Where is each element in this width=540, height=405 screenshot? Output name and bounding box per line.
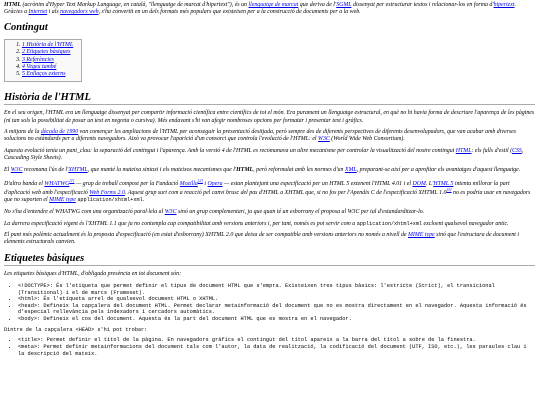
link-internet[interactable]: Internet <box>28 9 48 16</box>
link-w3c[interactable]: W3C <box>318 136 330 143</box>
history-paragraph-2: A mitjans de la dècada de 1990 van començar les ampliacions de l'HTML per aconseguir la presentació desitjada, però sempre des de diferents perspectives de diferents desenvolupadors, que van acabar amb diverses solucions no estàndards per a diferents navegadors. Això va provocar l'aparició d'un consorci que controla l'evolució de l'HTML: el W3C (World Wide Web Consortium). <box>4 129 517 143</box>
toc-item <box>22 71 73 78</box>
list-item: • <html>: És l'etiqueta arrel de qualsevol document HTML o XHTML. <box>18 296 535 303</box>
link-w3c-2[interactable]: W3C <box>10 167 23 174</box>
toc-item <box>22 42 73 49</box>
table-of-contents <box>4 39 82 82</box>
link-mime-type-2[interactable]: MIME type <box>408 232 435 239</box>
link-w3c-3[interactable]: W3C <box>164 208 177 215</box>
reference-1[interactable]: [1] <box>69 177 75 183</box>
link-xhtml[interactable]: XHTML <box>68 167 88 174</box>
link-xml[interactable]: XML <box>344 167 357 174</box>
link-1990s[interactable]: dècada de 1990 <box>40 129 79 136</box>
toc-item <box>22 64 73 71</box>
toc-title: Contingut <box>4 22 48 34</box>
toc-link-basic-tags[interactable]: 2 Etiquetes bàsiques <box>22 49 71 56</box>
link-css[interactable]: CSS <box>512 148 522 155</box>
list-item: • <body>: Defineix el cos del document. Aquesta és la part del document HTML que es mostra en el navegador. <box>18 316 535 323</box>
history-paragraph-3: Aquesta evolució tenia un punt_clau: la separació del contingut i l'aparença. Amb la versió 4 de l'HTML es recomanava un altre mecanisme per controlar la visualització del nostre contingut HTML: els fulls d'estil (CSS, Cascading Style Sheets). <box>4 148 524 162</box>
link-web-browsers[interactable]: navegadors web <box>60 9 99 16</box>
list-item: • <meta>: Permet definir metainformacions del document tals com l'autor, la data de realització, la codificació del document (UTF, ISO, etc.), les paraules clau i la descripció del mateix. <box>18 344 535 357</box>
link-hypertext[interactable]: hipertext <box>493 2 515 8</box>
basic-tags-list <box>4 283 535 323</box>
link-sgml[interactable]: SGML <box>336 2 352 8</box>
toc-item <box>22 57 73 64</box>
history-heading: Història de l'HTML <box>4 92 535 106</box>
link-dom[interactable]: DOM <box>412 180 426 187</box>
link-opera[interactable]: Opera <box>207 180 223 187</box>
link-html5[interactable]: HTML 5 <box>433 180 454 187</box>
history-paragraph-1: En el seu origen, l'HTML era un llenguatge dissenyat per compartir informació científica entre científics de tot el món. Era purament un llenguatge estructural, en què no hi havia forma de descriure l'aparença de les pàgines (ni tan sols la possibilitat de posar un text en negreta o cursiva). Més endavant s'hi van afegir nombroses opcions per formatar i presentar text i gràfics. <box>4 110 535 124</box>
toc-link-history[interactable]: 1 Història de l'HTML <box>22 41 74 48</box>
reference-2[interactable]: [2] <box>197 177 203 183</box>
history-paragraph-4: El W3C recomana l'ús de l'XHTML, que manté la mateixa sintaxi i els mateixos mecanismes que l'HTML, però reformulat amb les normes d'un XML, preparant-se així per a aprofitar els avantatges d'aquest llenguatge. <box>4 167 521 174</box>
history-paragraph-8: El punt més polèmic actualment és la proposta d'especificació (en estat d'esborrany) XHTML 2.0 que deixa de ser compatible amb versions anteriors no només a nivell de MIME type sinó que l'estructura de document i elements estructurals canvien. <box>4 232 520 246</box>
list-item: • <!DOCTYPE>: És l'etiqueta que permet definir el tipus de document HTML que s'empra. Existeixen tres tipus bàsics: l'estricte (Strict), el transicional (Transitional) i el de marcs (Frameset). <box>18 283 535 296</box>
intro-term: HTML <box>4 2 22 8</box>
head-tags-intro: Dintre de la capçalera <HEAD> s'hi pot trobar: <box>4 326 148 333</box>
code-mime-type: application/xhtml+xml <box>77 197 143 204</box>
head-tags-list <box>4 337 535 357</box>
list-item: • <head>: Defineix la capçalera del document HTML. Permet declarar metainformació del document que no es mostra directament en el navegador. Aquesta informació és d'especial rellevància pels indexadors i cercadors automàtics. <box>18 303 535 316</box>
history-paragraph-5: D'altra banda el WHATWG[1] — grup de treball compost per la Fundació Mozilla[2] i Opera — estan plantejant una especificació per un HTML 5 extenent l'HTML 4.01 i el DOM. L'HTML 5 intenta millorar la part d'aplicació web amb l'especificació Web Forms 2.0. Aquest grup surt com a reacció pel canvi brusc del pas d'HTML a XHTML que, si no fos per l'Apendix C de l'especificació XHTML 1.0[3] no es podria usar en navegadors que no suporten el MIME type application/xhtml+xml. <box>4 177 531 204</box>
toc-link-references[interactable]: 3 Referències <box>22 56 54 63</box>
basic-tags-intro: Les etiquetes bàsiques d'HTML, d'obligada presència en tot document són: <box>4 271 182 278</box>
link-web-forms[interactable]: Web Forms 2.0 <box>89 189 125 196</box>
link-markup-language[interactable]: llenguatge de marcat <box>248 2 299 8</box>
list-item: • <title>: Permet definir el títol de la pàgina. En navegadors gràfics el contingut del títol apareix a la barra del títol a sobre de la finestra. <box>18 337 535 344</box>
toc-list <box>8 42 73 79</box>
link-mime-type[interactable]: MIME type <box>49 197 76 204</box>
link-mozilla[interactable]: Mozilla <box>179 180 198 187</box>
code-mime-type-2: application/xhtml+xml <box>356 220 423 227</box>
reference-3[interactable]: [3] <box>446 186 452 192</box>
toc-link-see-also[interactable]: 4 Vegeu també <box>22 64 57 71</box>
link-whatwg[interactable]: WHATWG <box>44 180 70 187</box>
intro-paragraph: HTML (acrònim d'Hyper Text Markup Language, en català, "llenguatge de marcat d'hipertext"), és un llenguatge de marcat que deriva de l'SGML dissenyat per estructurar textos i relacionar-los en forma d'hipertext. Gràcies a Internet i als navegadors web, s'ha convertit en un dels formats més populars que existeixen per a la construcció de documents per a la web. <box>4 2 517 16</box>
basic-tags-heading: Etiquetes bàsiques <box>4 253 535 267</box>
link-html[interactable]: HTML <box>455 148 472 155</box>
history-paragraph-6: No s'ha d'entendre el WHATWG com una organització paral·lela al W3C sinó un grup complementari, ja que quan té un esborrany el proposa al W3C per tal d'estandarditzar-lo. <box>4 208 425 215</box>
toc-link-external-links[interactable]: 5 Enllaços externs <box>22 71 66 78</box>
toc-item <box>22 49 73 56</box>
history-paragraph-7: La darrera especificació vigent és l'XHTML 1.1 que ja no contempla cap compatibilitat amb versions anteriors i, per tant, només es pot servir com a application/xhtml+xml excloent qualsevol navegador antic. <box>4 220 509 227</box>
